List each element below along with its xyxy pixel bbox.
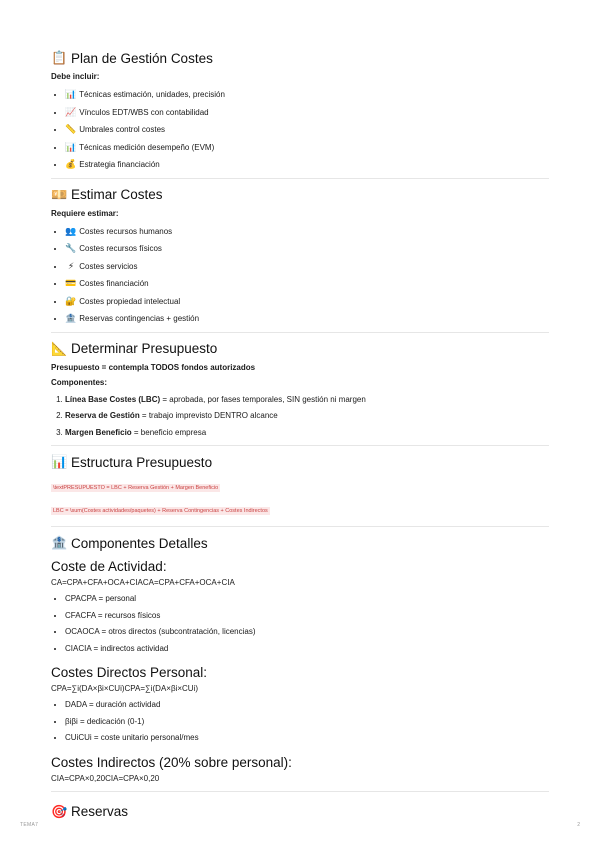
section-reservas xyxy=(51,804,549,820)
section-title-componentes: 🏦 Componentes Detalles xyxy=(51,535,208,551)
money-icon: 💴 xyxy=(51,186,68,202)
list-item: • 💰 Estrategia financiación xyxy=(65,156,549,174)
list-item: • 🔐 Costes propiedad intelectual xyxy=(65,293,549,311)
lightning-icon: ⚡ xyxy=(67,260,75,271)
list-item: • DADA = duración actividad xyxy=(65,697,549,714)
wrench-icon: 🔧 xyxy=(65,243,77,253)
document-page xyxy=(51,44,549,826)
formula-indirectos: CIA=CPA×0,20CIA=CPA×0,20 xyxy=(51,773,160,783)
list-item: • 🏦 Reservas contingencias + gestión xyxy=(65,310,549,328)
money-bag-icon: 💰 xyxy=(65,159,77,169)
triangle-ruler-icon: 📐 xyxy=(51,340,68,356)
chart-icon: 📊 xyxy=(51,454,68,469)
subtitle-personal: Costes Directos Personal: xyxy=(51,665,208,680)
list-item: • 💳 Costes financiación xyxy=(65,275,549,293)
list-item: • 📈 Vínculos EDT/WBS con contabilidad xyxy=(65,104,549,122)
section-title-estimar: 💴 Estimar Costes xyxy=(51,186,163,202)
footer-left: TEMA7 xyxy=(20,822,39,828)
section-title-estructura: 📊 Estructura Presupuesto xyxy=(51,454,213,470)
section-componentes xyxy=(51,535,549,796)
list-item: • CIACIA = indirectos actividad xyxy=(65,641,549,658)
section-title-plan: 📋 Plan de Gestión Costes xyxy=(51,50,213,66)
estimar-lead: Requiere estimar: xyxy=(51,208,119,218)
page-number: 2 xyxy=(577,822,580,828)
trend-up-icon: 📈 xyxy=(65,106,77,117)
people-icon: 👥 xyxy=(65,225,77,236)
list-item: 2. Reserva de Gestión = trabajo imprevisto DENTRO alcance xyxy=(65,408,549,425)
presupuesto-components-label: Componentes: xyxy=(51,377,107,387)
formula-personal: CPA=∑i(DA×βi×CUi)CPA=∑i(DA×βi×CUi) xyxy=(51,684,199,693)
subtitle-actividad: Coste de Actividad: xyxy=(51,559,167,574)
list-item: • OCAOCA = otros directos (subcontratación, licencias) xyxy=(65,624,549,641)
formula-error-2: LBC = \sum(Costes actividades/paquetes) + Reserva Contingencias + Costes Indirectos xyxy=(53,508,268,514)
bank-icon: 🏦 xyxy=(65,313,77,323)
list-item: • 👥 Costes recursos humanos xyxy=(65,223,549,241)
card-icon: 💳 xyxy=(65,278,77,288)
building-icon: 🏦 xyxy=(51,535,68,550)
plan-lead: Debe incluir: xyxy=(51,72,100,81)
list-item: • ⚡ Costes servicios xyxy=(65,258,549,276)
section-plan xyxy=(51,50,549,179)
presupuesto-lead: Presupuesto = contempla TODOS fondos autorizados xyxy=(51,362,256,372)
list-item: • 📊 Técnicas estimación, unidades, precisión xyxy=(65,86,549,104)
list-item: 3. Margen Beneficio = beneficio empresa xyxy=(65,425,549,442)
section-title-reservas: 🎯 Reservas xyxy=(51,803,129,819)
chart-icon: 📊 xyxy=(65,89,77,99)
presupuesto-list xyxy=(51,392,549,442)
section-presupuesto xyxy=(51,341,549,447)
clipboard-icon: 📋 xyxy=(51,50,68,65)
lock-icon: 🔐 xyxy=(65,295,77,306)
list-item: • 📊 Técnicas medición desempeño (EVM) xyxy=(65,139,549,157)
list-item: 1. Línea Base Costes (LBC) = aprobada, por fases temporales, SIN gestión ni margen xyxy=(65,392,549,409)
personal-list xyxy=(51,697,549,747)
list-item: • βiβi = dedicación (0-1) xyxy=(65,714,549,731)
plan-list xyxy=(51,86,549,174)
section-estimar xyxy=(51,187,549,333)
list-item: • CUiCUi = coste unitario personal/mes xyxy=(65,730,549,747)
target-icon: 🎯 xyxy=(51,803,68,819)
actividad-list xyxy=(51,591,549,657)
list-item: • CPACPA = personal xyxy=(65,591,549,608)
formula-error-1: \textPRESUPUESTO = LBC + Reserva Gestión + Margen Beneficio xyxy=(53,485,219,491)
section-estructura xyxy=(51,454,549,527)
section-title-presupuesto: 📐 Determinar Presupuesto xyxy=(51,340,218,356)
list-item: • CFACFA = recursos físicos xyxy=(65,608,549,625)
subtitle-indirectos: Costes Indirectos (20% sobre personal): xyxy=(51,754,292,770)
list-item: • 📏 Umbrales control costes xyxy=(65,121,549,139)
chart-icon: 📊 xyxy=(65,141,77,152)
list-item: • 🔧 Costes recursos físicos xyxy=(65,240,549,258)
formula-actividad: CA=CPA+CFA+OCA+CIACA=CPA+CFA+OCA+CIA xyxy=(51,578,235,587)
ruler-icon: 📏 xyxy=(65,124,77,134)
estimar-list xyxy=(51,223,549,328)
